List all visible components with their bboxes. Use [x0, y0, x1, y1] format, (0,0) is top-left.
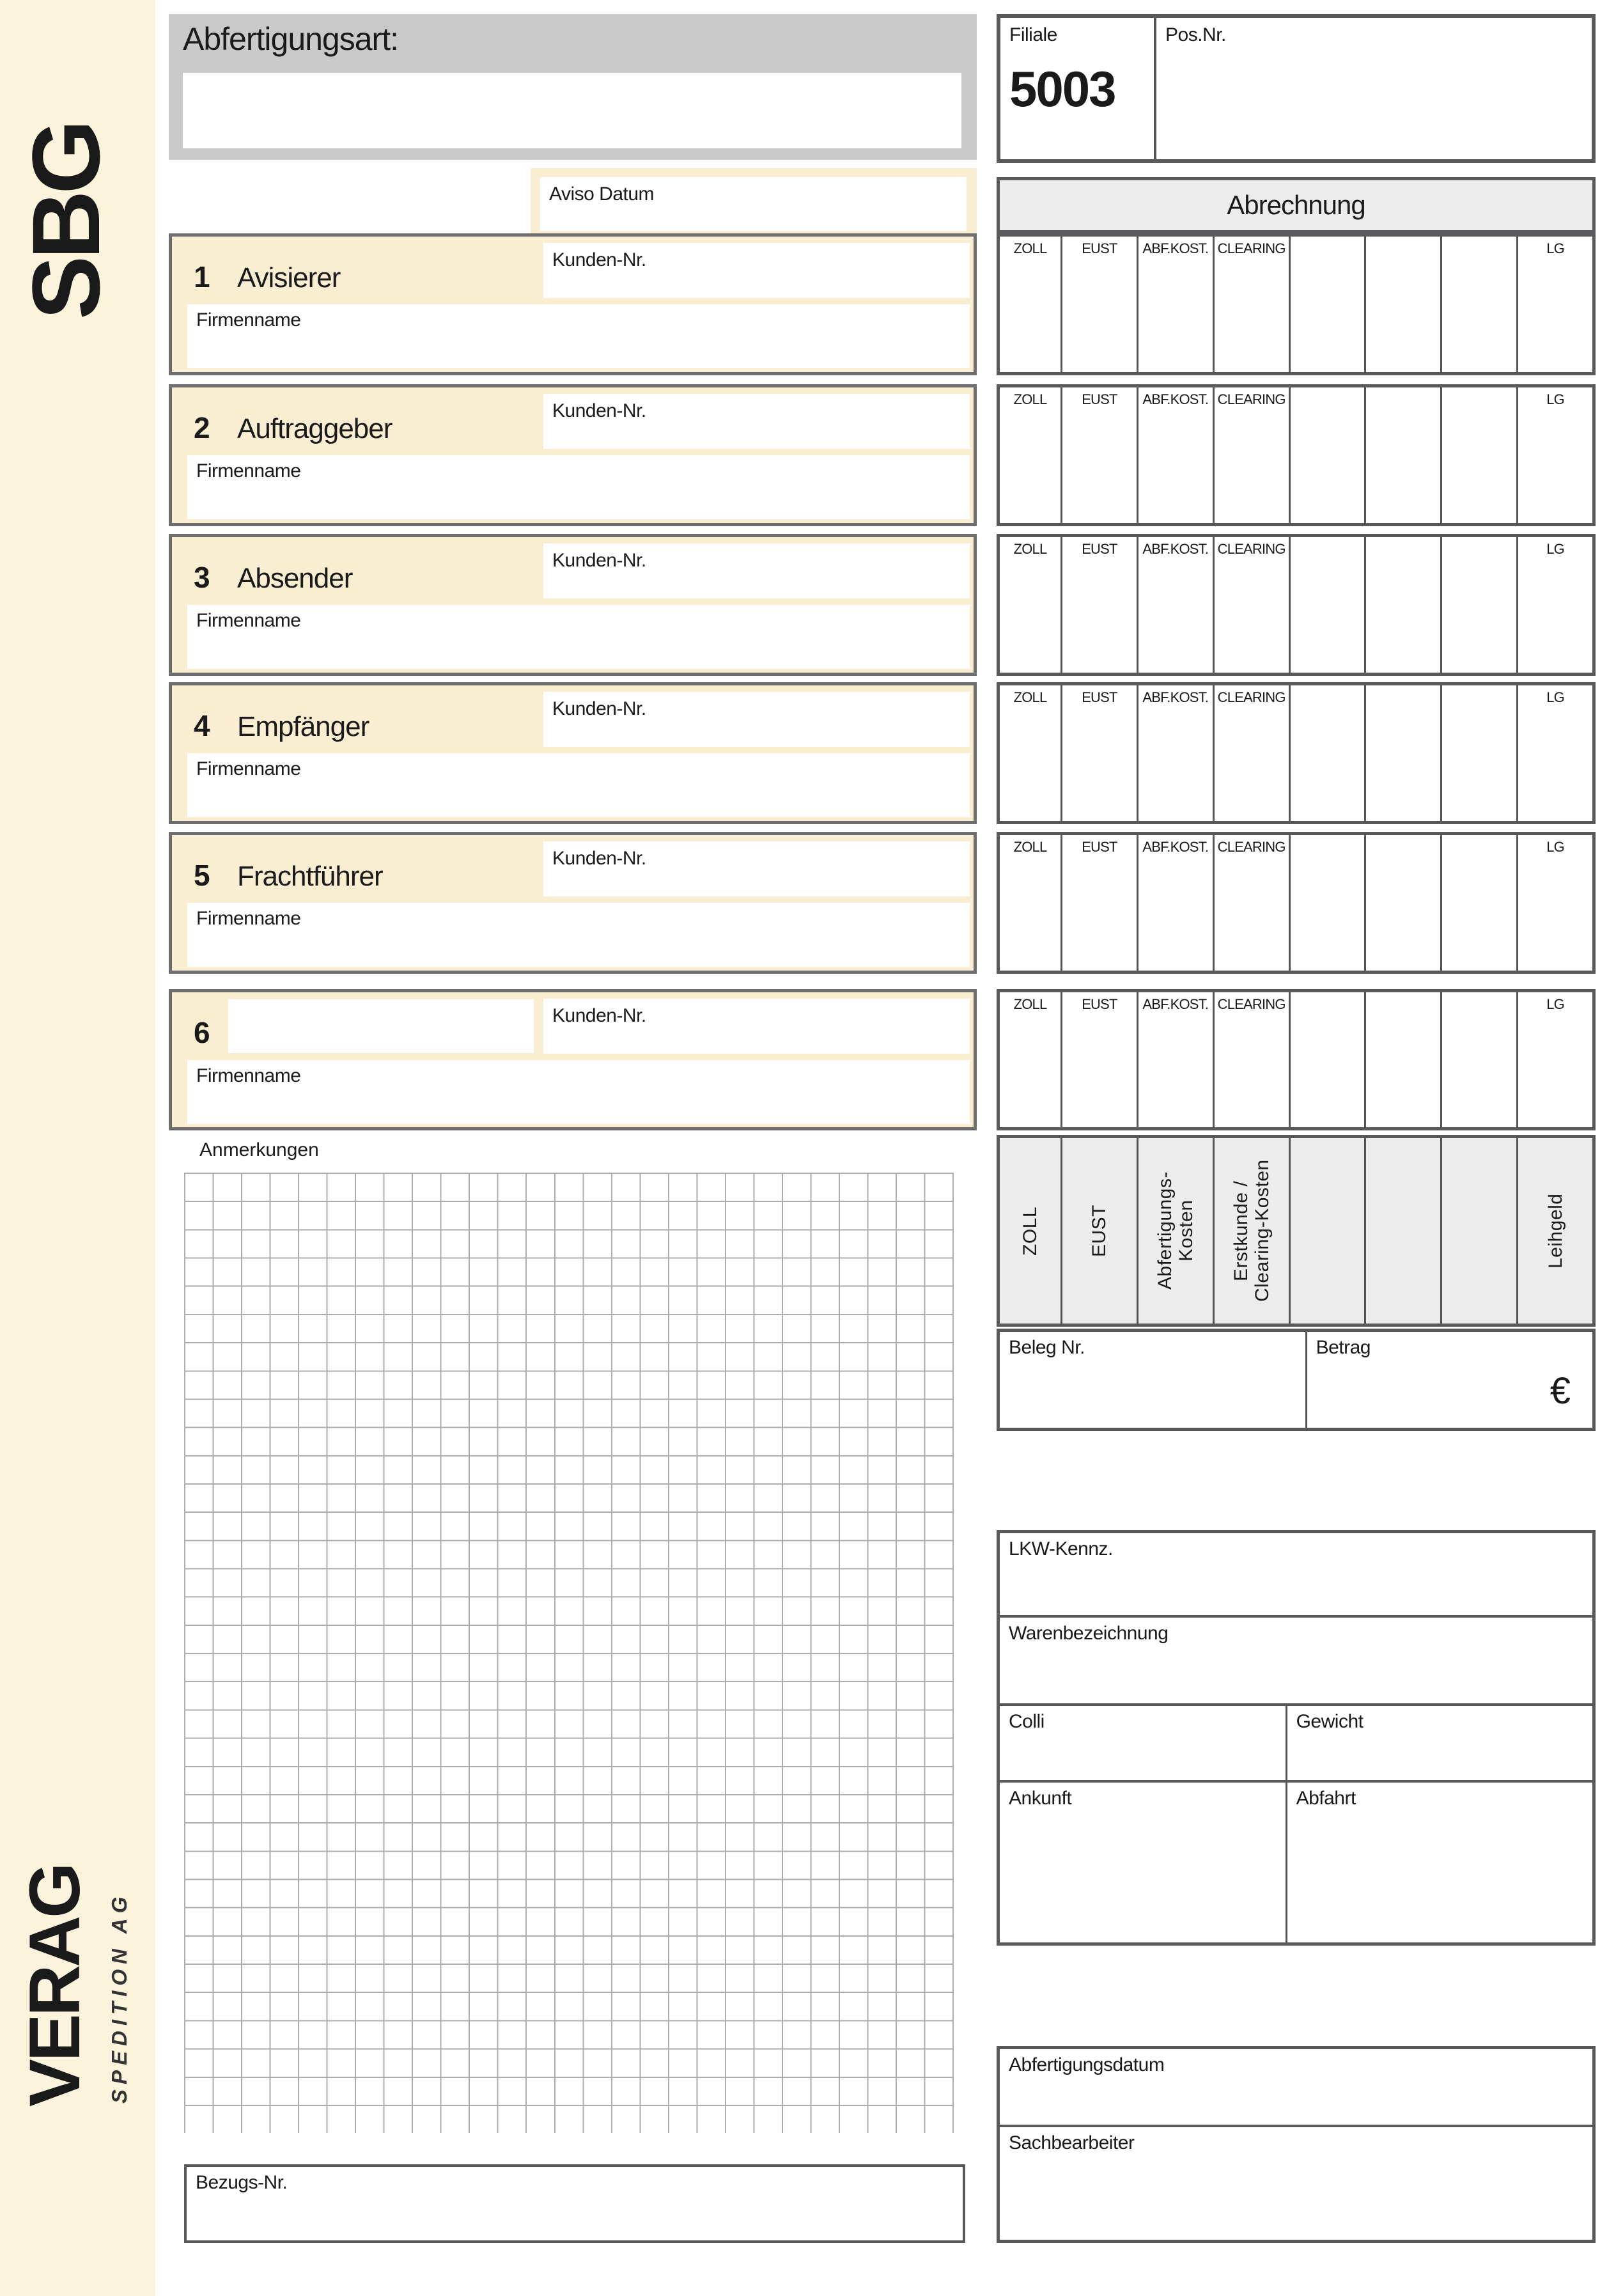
section-number: 5 [194, 859, 210, 892]
ankunft-label: Ankunft [1009, 1788, 1072, 1809]
kunden-nr-label: Kunden-Nr. [552, 249, 646, 270]
abrechnung-cell[interactable] [1442, 537, 1518, 673]
sachbearbeiter-label: Sachbearbeiter [1009, 2132, 1135, 2153]
kunden-nr-field[interactable] [543, 543, 970, 598]
pos-nr-field[interactable] [1156, 18, 1592, 159]
abrechnung-rotated-label: Erstkunde / Clearing-Kosten [1230, 1159, 1273, 1302]
warenbezeichnung-label: Warenbezeichnung [1009, 1623, 1169, 1644]
abrechnung-cell[interactable] [1518, 685, 1592, 821]
firmenname-field[interactable] [187, 304, 970, 368]
aviso-area [531, 168, 977, 233]
abrechnung-cell[interactable] [1215, 387, 1291, 523]
aviso-datum-label: Aviso Datum [549, 184, 655, 205]
abfahrt-label: Abfahrt [1296, 1788, 1356, 1809]
abrechnung-cell[interactable] [1215, 685, 1291, 821]
abrechnung-col-label: LG [1546, 391, 1564, 407]
abrechnung-rotated-label: Leihgeld [1544, 1193, 1566, 1269]
abrechnung-cell[interactable] [1442, 685, 1518, 821]
abrechnung-rotated-label: ZOLL [1020, 1206, 1041, 1256]
euro-symbol: € [1550, 1370, 1571, 1412]
abrechnung-col-label: ABF.KOST. [1142, 240, 1209, 256]
abrechnung-cell[interactable] [1291, 237, 1367, 372]
abrechnung-cell[interactable] [1138, 237, 1215, 372]
anmerkungen-grid-field[interactable] [184, 1173, 954, 2133]
kunden-nr-label: Kunden-Nr. [552, 400, 646, 421]
firmenname-field[interactable] [187, 903, 970, 967]
abrechnung-cell[interactable] [1518, 835, 1592, 971]
sbg-logo: SBG [12, 123, 120, 320]
abrechnung-rotated-row [997, 1135, 1596, 1327]
abrechnung-cell[interactable] [1062, 387, 1138, 523]
abrechnung-col-label: CLEARING [1217, 689, 1286, 705]
abrechnung-cell[interactable] [1366, 237, 1442, 372]
kunden-nr-field[interactable] [543, 394, 970, 449]
abrechnung-rotated-cell [1442, 1138, 1518, 1324]
abrechnung-col-label: ABF.KOST. [1142, 541, 1209, 557]
abrechnung-cell[interactable] [1518, 992, 1592, 1127]
betrag-field[interactable] [1307, 1332, 1592, 1428]
abrechnung-col-label: ABF.KOST. [1142, 839, 1209, 855]
abrechnung-col-label: ZOLL [1013, 541, 1047, 557]
anmerkungen-label: Anmerkungen [199, 1139, 319, 1160]
abrechnung-cell[interactable] [1291, 537, 1367, 673]
gewicht-field[interactable] [1287, 1706, 1592, 1780]
abrechnung-block-3 [997, 534, 1596, 676]
abrechnung-cell[interactable] [1215, 992, 1291, 1127]
lkw-kennz-field[interactable] [1000, 1533, 1592, 1618]
abrechnung-block-1 [997, 233, 1596, 375]
abrechnung-rotated-cell [1291, 1138, 1367, 1324]
section-number: 6 [194, 1016, 210, 1049]
kunden-nr-field[interactable] [543, 999, 970, 1054]
abrechnung-col-label: LG [1546, 996, 1564, 1012]
section-label: Avisierer [237, 262, 341, 293]
kunden-nr-field[interactable] [543, 841, 970, 896]
abrechnung-cell[interactable] [1062, 685, 1138, 821]
kunden-nr-field[interactable] [543, 692, 970, 747]
abrechnung-cell[interactable] [1366, 992, 1442, 1127]
abrechnung-cell[interactable] [1062, 835, 1138, 971]
abrechnung-cell[interactable] [1291, 992, 1367, 1127]
abrechnung-rotated-cell [1518, 1138, 1592, 1324]
abrechnung-cell[interactable] [1215, 835, 1291, 971]
abrechnung-cell[interactable] [1366, 685, 1442, 821]
abrechnung-col-label: CLEARING [1217, 391, 1286, 407]
firmenname-label: Firmenname [196, 309, 301, 331]
abrechnung-col-label: ZOLL [1013, 391, 1047, 407]
kunden-nr-label: Kunden-Nr. [552, 1005, 646, 1026]
abrechnung-cell[interactable] [1442, 237, 1518, 372]
abrechnung-cell[interactable] [1000, 992, 1062, 1127]
section-number: 3 [194, 561, 210, 594]
abrechnung-cell[interactable] [1062, 537, 1138, 673]
beleg-nr-field[interactable] [1000, 1332, 1307, 1428]
firmenname-label: Firmenname [196, 610, 301, 631]
abrechnung-cell[interactable] [1000, 387, 1062, 523]
abrechnung-cell[interactable] [1138, 537, 1215, 673]
abfahrt-field[interactable] [1287, 1783, 1592, 1942]
beleg-betrag-row [997, 1329, 1596, 1431]
role-label-field[interactable] [228, 999, 534, 1053]
firmenname-label: Firmenname [196, 908, 301, 929]
abrechnung-cell[interactable] [1000, 237, 1062, 372]
section-frachtfuehrer [169, 832, 977, 974]
firmenname-field[interactable] [187, 753, 970, 817]
abrechnung-col-label: ABF.KOST. [1142, 689, 1209, 705]
aviso-datum-field[interactable] [540, 177, 967, 231]
filiale-label: Filiale [1009, 24, 1057, 45]
filiale-posnr-box [997, 14, 1596, 163]
abrechnung-col-label: EUST [1082, 839, 1117, 855]
abfertigungsart-field[interactable] [183, 73, 961, 148]
section-number: 2 [194, 411, 210, 444]
pos-nr-label: Pos.Nr. [1165, 24, 1226, 45]
colli-label: Colli [1009, 1711, 1045, 1732]
abrechnung-rotated-cell [1366, 1138, 1442, 1324]
abrechnung-col-label: LG [1546, 541, 1564, 557]
ankunft-abfahrt-row [1000, 1783, 1592, 1942]
abrechnung-cell[interactable] [1138, 685, 1215, 821]
firmenname-field[interactable] [187, 455, 970, 519]
colli-field[interactable] [1000, 1706, 1287, 1780]
lkw-kennz-label: LKW-Kennz. [1009, 1538, 1113, 1559]
abrechnung-col-label: ZOLL [1013, 839, 1047, 855]
abrechnung-rotated-cell [1215, 1138, 1291, 1324]
brand-sidebar [0, 0, 155, 2296]
section-absender [169, 534, 977, 676]
abrechnung-col-label: LG [1546, 839, 1564, 855]
beleg-nr-label: Beleg Nr. [1009, 1337, 1085, 1358]
abrechnung-cell[interactable] [1000, 835, 1062, 971]
sachbearbeiter-field[interactable] [1000, 2127, 1592, 2240]
abrechnung-col-label: EUST [1082, 996, 1117, 1012]
abrechnung-block-2 [997, 384, 1596, 526]
abrechnung-col-label: ZOLL [1013, 240, 1047, 256]
abrechnung-cell[interactable] [1442, 835, 1518, 971]
abrechnung-rotated-label: EUST [1089, 1205, 1110, 1258]
abrechnung-cell[interactable] [1518, 237, 1592, 372]
abrechnung-col-label: LG [1546, 240, 1564, 256]
abrechnung-rotated-cell [1062, 1138, 1138, 1324]
firmenname-label: Firmenname [196, 758, 301, 779]
abrechnung-cell[interactable] [1138, 835, 1215, 971]
abrechnung-cell[interactable] [1000, 685, 1062, 821]
section-6 [169, 989, 977, 1130]
abrechnung-col-label: ZOLL [1013, 996, 1047, 1012]
abfertigungsdatum-label: Abfertigungsdatum [1009, 2054, 1165, 2075]
section-avisierer [169, 233, 977, 375]
section-label: Frachtführer [237, 861, 383, 892]
abrechnung-cell[interactable] [1000, 537, 1062, 673]
abrechnung-col-label: CLEARING [1217, 839, 1286, 855]
abrechnung-cell[interactable] [1518, 537, 1592, 673]
firmenname-label: Firmenname [196, 1065, 301, 1086]
betrag-label: Betrag [1316, 1337, 1371, 1358]
gewicht-label: Gewicht [1296, 1711, 1364, 1732]
abrechnung-cell[interactable] [1291, 685, 1367, 821]
abrechnung-block-5 [997, 832, 1596, 974]
bezugs-nr-label: Bezugs-Nr. [196, 2172, 288, 2193]
truck-info-box [997, 1530, 1596, 1946]
verag-logo: VERAG [15, 1864, 95, 2107]
abrechnung-cell[interactable] [1062, 237, 1138, 372]
section-label: Auftraggeber [237, 413, 392, 444]
firmenname-field[interactable] [187, 1060, 970, 1124]
abrechnung-header: Abrechnung [997, 177, 1596, 233]
abrechnung-col-label: CLEARING [1217, 541, 1286, 557]
abrechnung-col-label: EUST [1082, 240, 1117, 256]
abrechnung-cell[interactable] [1062, 992, 1138, 1127]
processing-box [997, 2046, 1596, 2243]
section-empfaenger [169, 682, 977, 824]
abfertigungsart-label: Abfertigungsart: [183, 21, 398, 57]
abrechnung-cell[interactable] [1215, 537, 1291, 673]
abrechnung-cell[interactable] [1138, 387, 1215, 523]
section-number: 1 [194, 260, 210, 293]
abrechnung-cell[interactable] [1518, 387, 1592, 523]
abrechnung-block-6 [997, 989, 1596, 1130]
abrechnung-col-label: LG [1546, 689, 1564, 705]
abrechnung-block-4 [997, 682, 1596, 824]
filiale-value: 5003 [1009, 61, 1115, 117]
abrechnung-cell[interactable] [1442, 387, 1518, 523]
kunden-nr-field[interactable] [543, 243, 970, 298]
filiale-cell [1000, 18, 1156, 159]
abrechnung-cell[interactable] [1291, 835, 1367, 971]
kunden-nr-label: Kunden-Nr. [552, 848, 646, 869]
abrechnung-cell[interactable] [1215, 237, 1291, 372]
section-number: 4 [194, 709, 210, 742]
abrechnung-rotated-label: Abfertigungs-Kosten [1154, 1171, 1197, 1290]
ankunft-field[interactable] [1000, 1783, 1287, 1942]
section-label: Absender [237, 563, 353, 594]
verag-logo-subtitle: SPEDITION AG [107, 1891, 131, 2104]
abrechnung-col-label: EUST [1082, 689, 1117, 705]
abrechnung-col-label: ZOLL [1013, 689, 1047, 705]
abrechnung-rotated-cell [1138, 1138, 1215, 1324]
abrechnung-cell[interactable] [1442, 992, 1518, 1127]
abrechnung-cell[interactable] [1366, 835, 1442, 971]
bezugs-nr-field[interactable] [184, 2164, 965, 2243]
abrechnung-col-label: CLEARING [1217, 996, 1286, 1012]
abrechnung-rotated-cell [1000, 1138, 1062, 1324]
warenbezeichnung-field[interactable] [1000, 1618, 1592, 1706]
abrechnung-cell[interactable] [1366, 537, 1442, 673]
abrechnung-cell[interactable] [1138, 992, 1215, 1127]
firmenname-field[interactable] [187, 605, 970, 669]
kunden-nr-label: Kunden-Nr. [552, 698, 646, 719]
abfertigungsart-band [169, 14, 977, 160]
firmenname-label: Firmenname [196, 460, 301, 481]
abrechnung-cell[interactable] [1366, 387, 1442, 523]
abrechnung-col-label: ABF.KOST. [1142, 996, 1209, 1012]
abrechnung-col-label: EUST [1082, 541, 1117, 557]
abrechnung-col-label: CLEARING [1217, 240, 1286, 256]
abrechnung-col-label: EUST [1082, 391, 1117, 407]
kunden-nr-label: Kunden-Nr. [552, 550, 646, 571]
abrechnung-col-label: ABF.KOST. [1142, 391, 1209, 407]
colli-gewicht-row [1000, 1706, 1592, 1783]
section-auftraggeber [169, 384, 977, 526]
abrechnung-cell[interactable] [1291, 387, 1367, 523]
section-label: Empfänger [237, 711, 369, 742]
abfertigungsdatum-field[interactable] [1000, 2049, 1592, 2127]
